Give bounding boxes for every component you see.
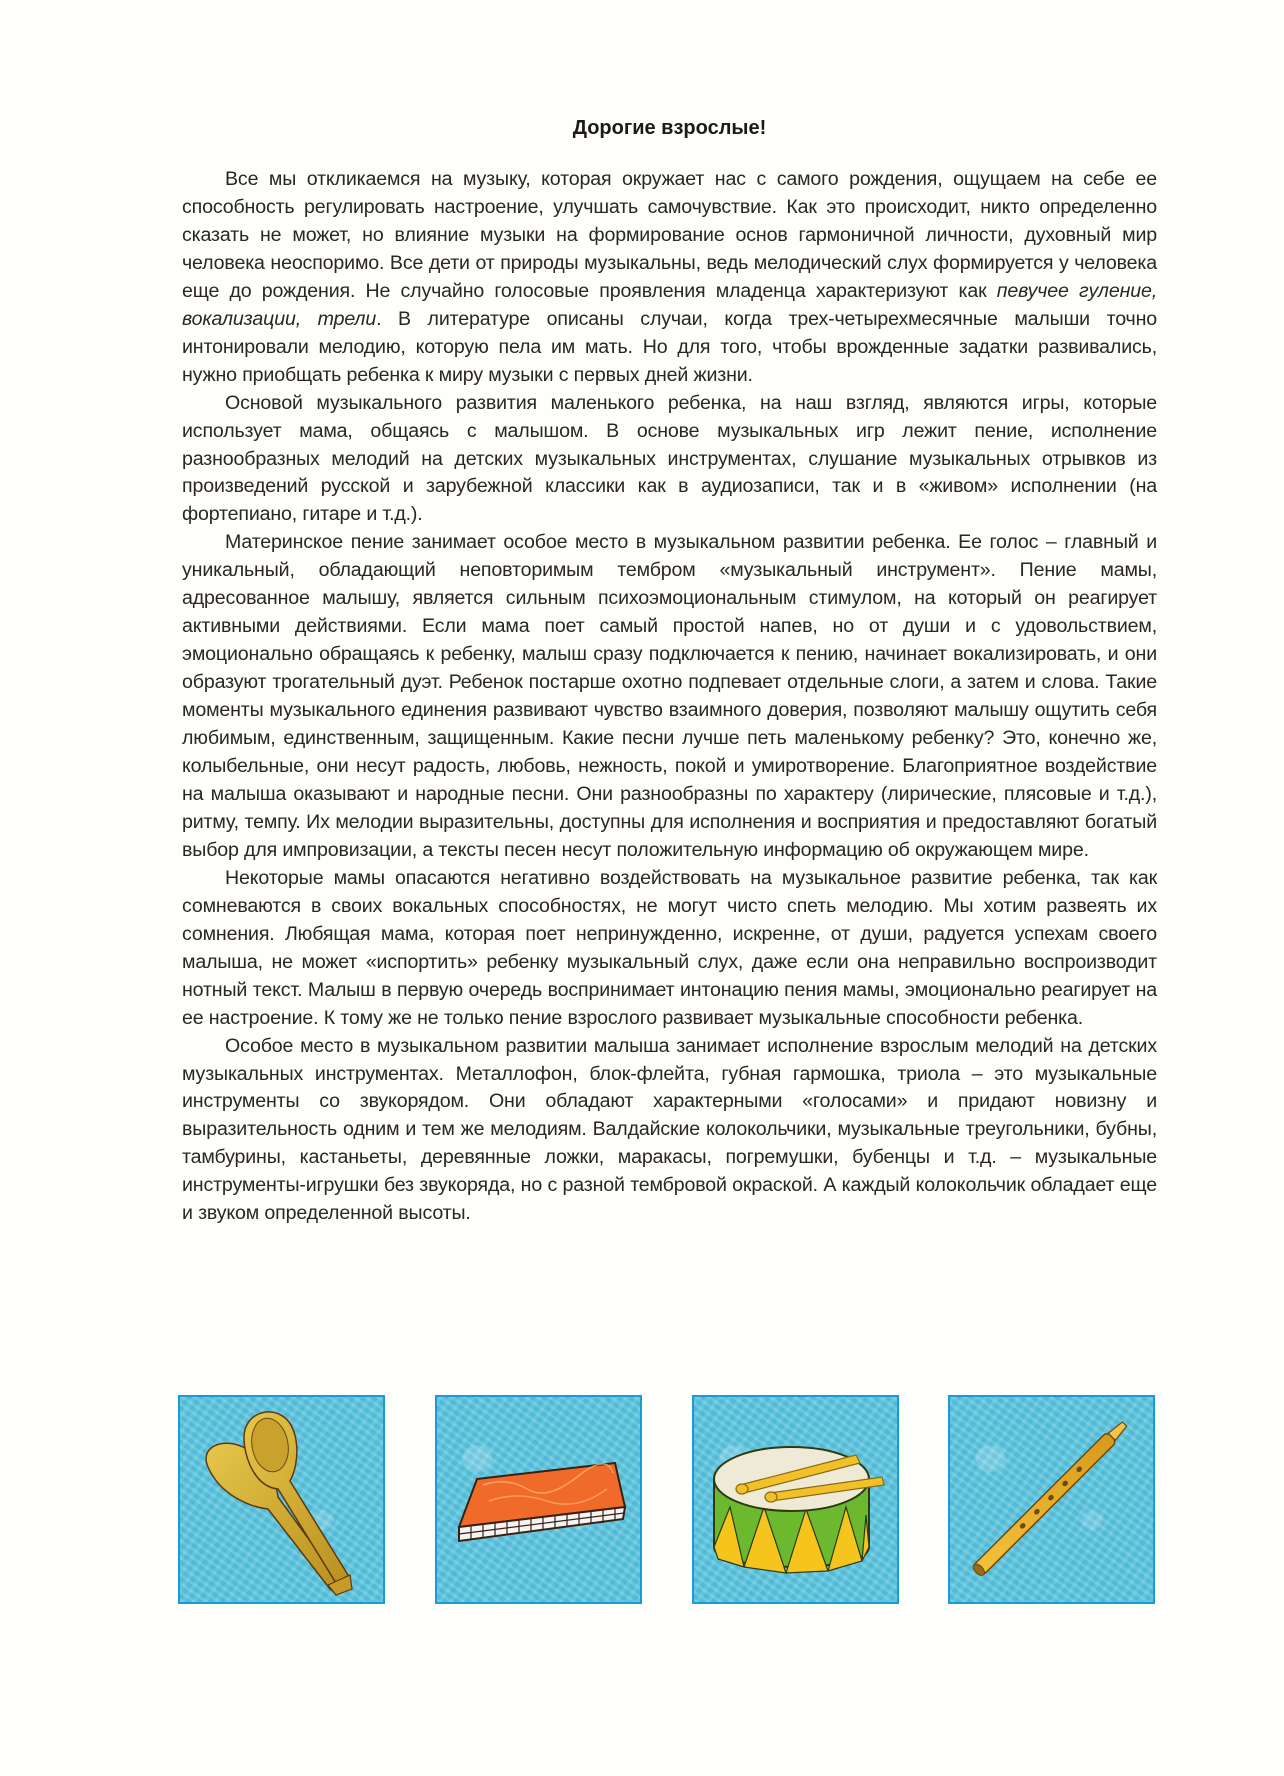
paragraph-1-text-a: Все мы откликаемся на музыку, которая окружает нас с самого рождения, ощущаем на себе ее способность регулировать настроение, улучшать самочувствие. Как это происходит, никто определенно сказать не может, но влияние музыки на формирование основ гармоничной личности, духовный мир человека неоспоримо. Все дети от природы музыкальны, ведь мелодический слух формируется у человека еще до рождения. Не случайно голосовые проявления младенца характеризуют как: [182, 168, 1157, 302]
paragraph-1-text-b: . В литературе описаны случаи, когда трех-четырехмесячные малыши точно интонировали мелодию, которую пела им мать. Но для того, чтобы врожденные задатки развивались, нужно приобщать ребенка к миру музыки с первых дней жизни.: [182, 307, 1158, 386]
illustration-harmonica: [435, 1395, 642, 1604]
paragraph-3: Материнское пение занимает особое место в музыкальном развитии ребенка. Ее голос – главный и уникальный, обладающий неповторимым тембром «музыкальный инструмент». Пение мамы, адресованное малышу, является сильным психоэмоциональным стимулом, на который он реагирует активными действиями. Если мама поет самый простой напев, но от души и с удовольствием, эмоционально обращаясь к ребенку, малыш сразу подключается к пению, начинает вокализировать, и они образуют трогательный дуэт. Ребенок постарше охотно подпевает отдельные слоги, а затем и слова. Такие моменты музыкального единения развивают чувство взаимного доверия, позволяют малышу ощутить себя любимым, единственным, защищенным. Какие песни лучше петь маленькому ребенку? Это, конечно же, колыбельные, они несут радость, любовь, нежность, покой и умиротворение. Благоприятное воздействие на малыша оказывают и народные песни. Они разнообразны по характеру (лирические, плясовые и т.д.), ритму, темпу. Их мелодии выразительны, доступны для исполнения и восприятия и предоставляют богатый выбор для импровизации, а тексты песен несут положительную информацию об окружающем мире.: [182, 531, 1157, 861]
paragraph-1: [182, 166, 1157, 390]
paragraph-1-italic-phrase: певучее гуление, вокализации, трели: [182, 279, 1157, 330]
illustration-wooden-spoons: [178, 1395, 385, 1604]
paragraph-2: Основой музыкального развития маленького ребенка, на наш взгляд, являются игры, которые использует мама, общаясь с малышом. В основе музыкальных игр лежит пение, исполнение разнообразных мелодий на детских музыкальных инструментах, слушание музыкальных отрывков из произведений русской и зарубежной классики как в аудиозаписи, так и в «живом» исполнении (на фортепиано, гитаре и т.д.).: [182, 391, 1157, 526]
recorder-flute-icon: [950, 1397, 1153, 1602]
wooden-spoons-icon: [180, 1397, 383, 1602]
illustration-drum: [692, 1395, 899, 1604]
illustration-recorder-flute: [948, 1395, 1155, 1604]
article-body: [182, 166, 1157, 1228]
page-title: Дорогие взрослые!: [572, 117, 767, 139]
harmonica-icon: [437, 1397, 640, 1602]
paragraph-4: Некоторые мамы опасаются негативно воздействовать на музыкальное развитие ребенка, так как сомневаются в своих вокальных способностях, не могут чисто спеть мелодию. Мы хотим развеять их сомнения. Любящая мама, которая поет непринужденно, искренне, от души, радуется успехам своего малыша, не может «испортить» ребенку музыкальный слух, даже если она неправильно воспроизводит нотный текст. Малыш в первую очередь воспринимает интонацию пения мамы, эмоционально реагирует на ее настроение. К тому же не только пение взрослого развивает музыкальные способности ребенка.: [182, 866, 1157, 1029]
paragraph-5: Особое место в музыкальном развитии малыша занимает исполнение взрослым мелодий на детских музыкальных инструментах. Металлофон, блок-флейта, губная гармошка, триола – это музыкальные инструменты со звукорядом. Они обладают характерными «голосами» и придают новизну и выразительность одним и тем же мелодиям. Валдайские колокольчики, музыкальные треугольники, бубны, тамбурины, кастаньеты, деревянные ложки, маракасы, погремушки, бубенцы и т.д. – музыкальные инструменты-игрушки без звукоряда, но с разной тембровой окраской. А каждый колокольчик обладает еще и звуком определенной высоты.: [182, 1034, 1157, 1225]
instrument-illustrations: [0, 1395, 1284, 1603]
drum-icon: [694, 1397, 897, 1602]
